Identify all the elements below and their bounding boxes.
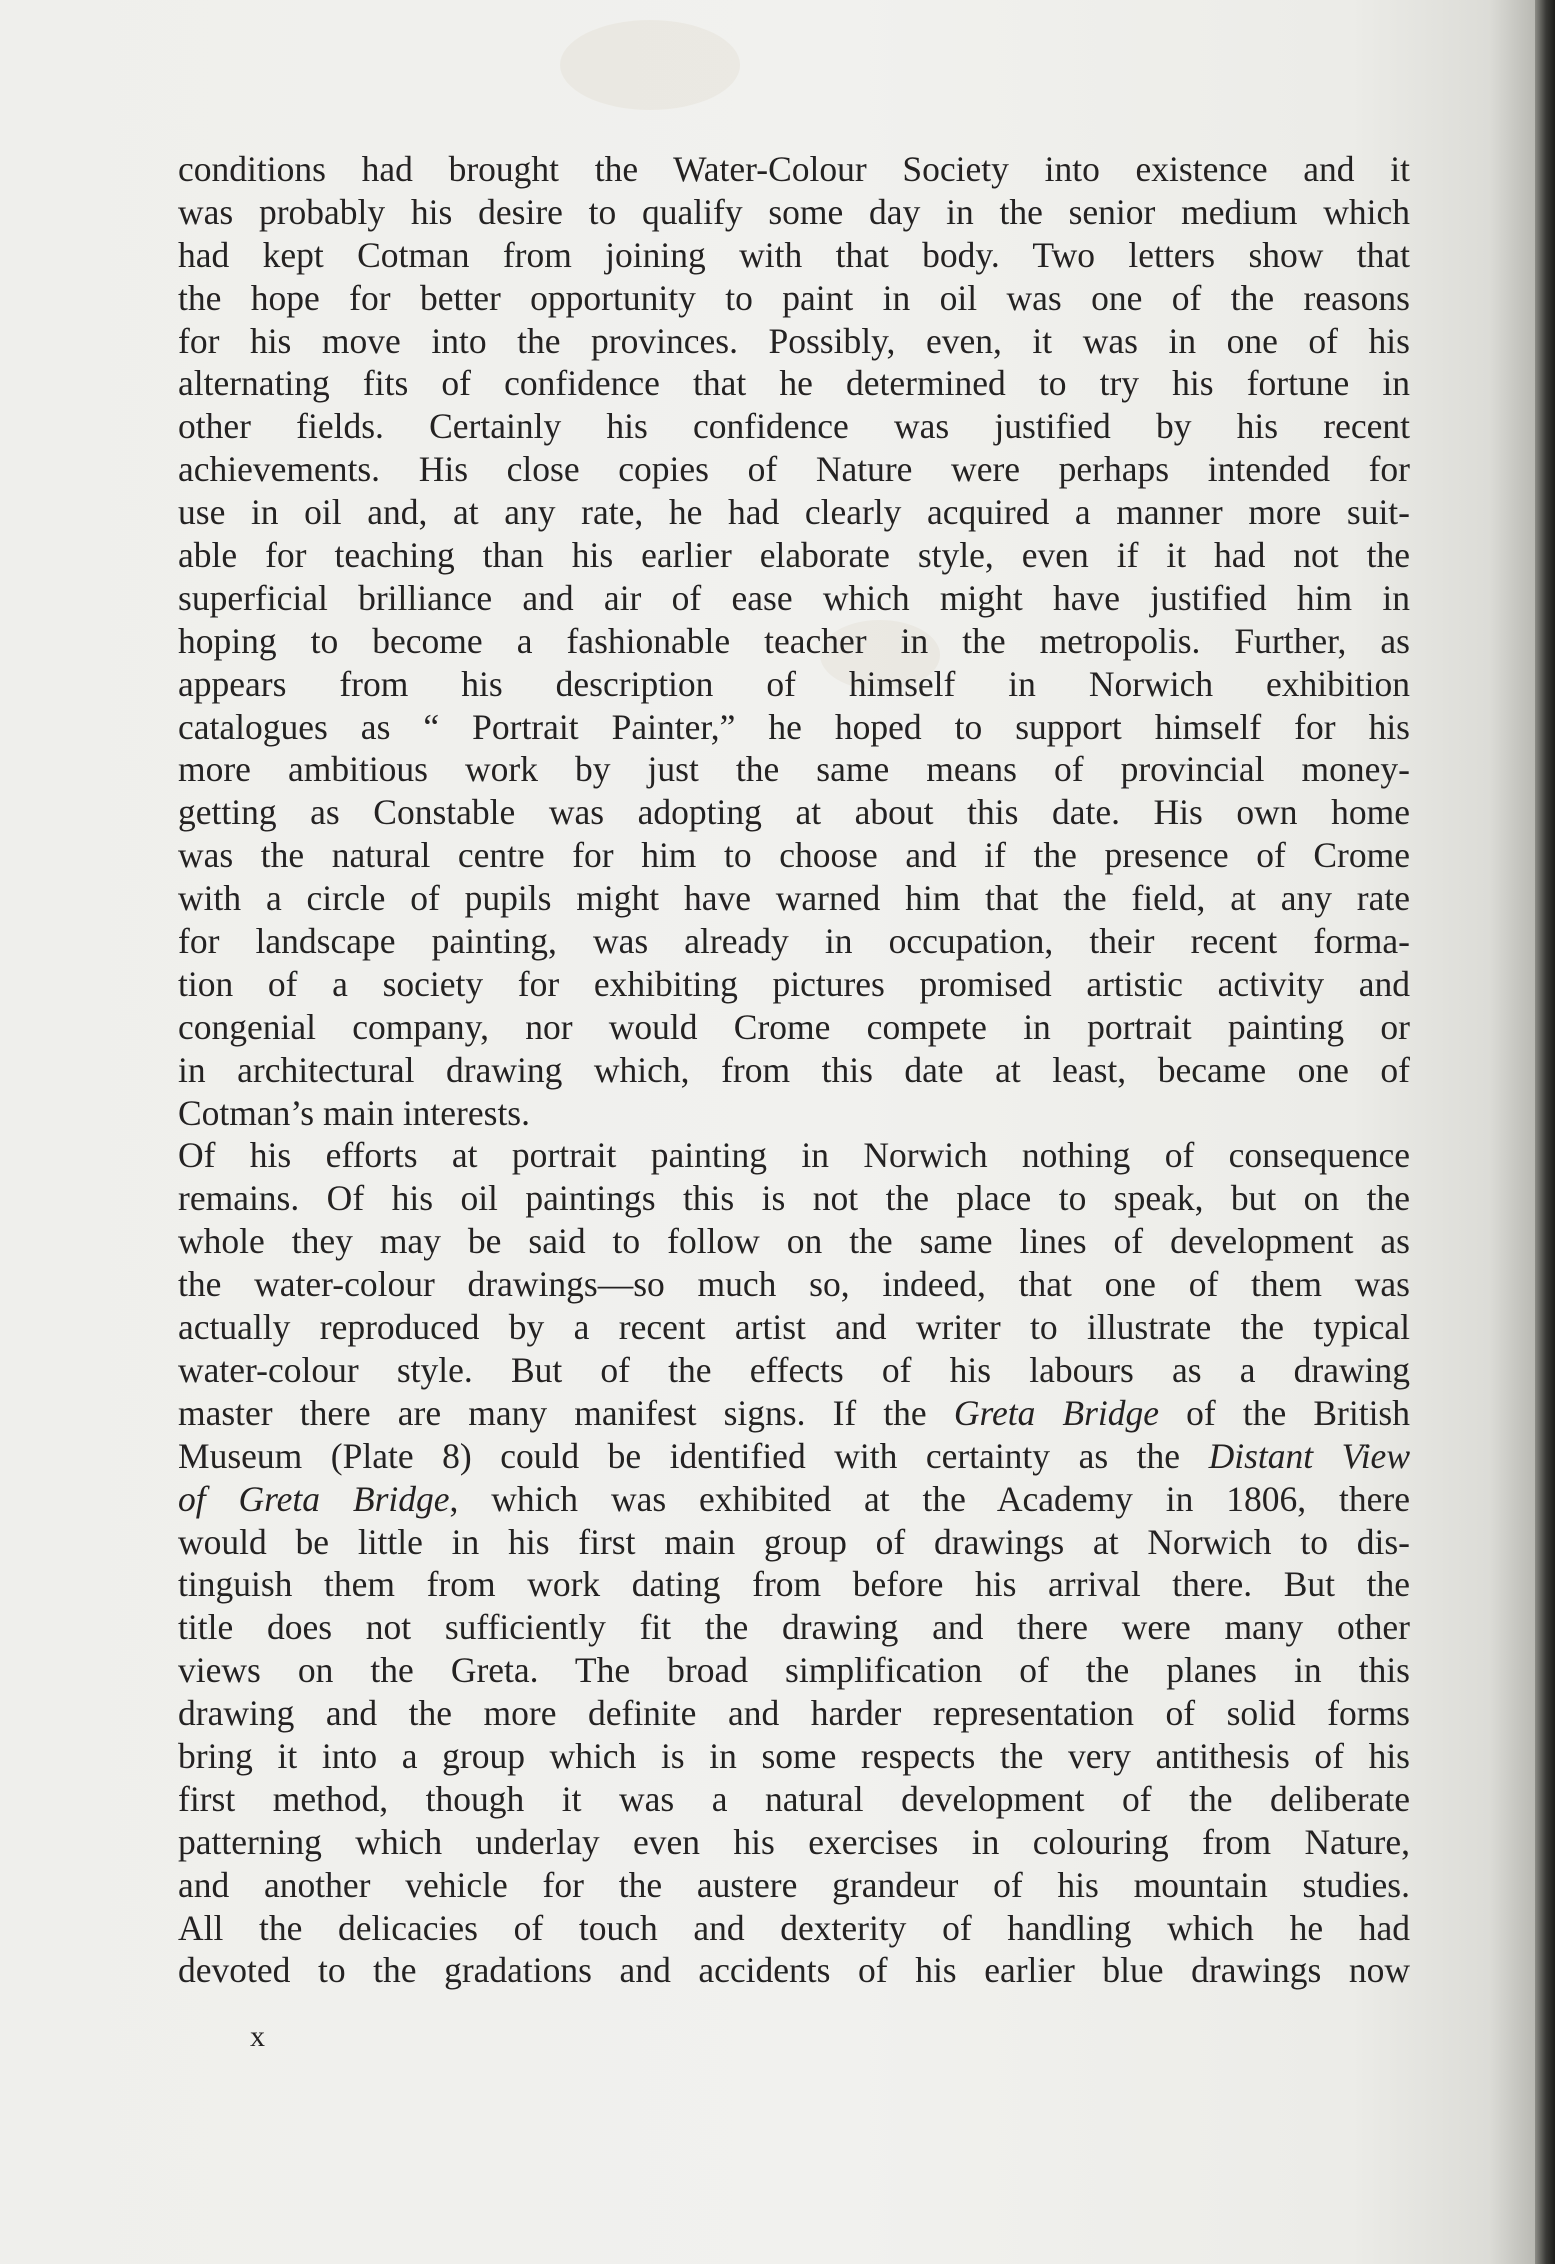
page-number: x	[250, 2020, 265, 2053]
text-line: drawing and the more definite and harder representation of solid forms	[178, 1693, 1410, 1734]
text-line: catalogues as “ Portrait Painter,” he hoped to support himself for his	[178, 706, 1410, 747]
text-line: superficial brilliance and air of ease which might have justified him in	[178, 577, 1410, 618]
text-line: tion of a society for exhibiting pictures promised artistic activity and	[178, 963, 1410, 1004]
text-line: use in oil and, at any rate, he had clearly acquired a manner more suit-	[178, 492, 1410, 533]
text-line: Cotman’s main interests.	[178, 1092, 531, 1133]
text-line: was the natural centre for him to choose and if the presence of Crome	[178, 835, 1410, 876]
text-line: congenial company, nor would Crome compete in portrait painting or	[178, 1006, 1410, 1047]
text-line: appears from his description of himself in Norwich exhibition	[178, 663, 1410, 704]
paper-stain	[560, 20, 740, 110]
text-line: would be little in his first main group of drawings at Norwich to dis-	[178, 1521, 1410, 1562]
text-line	[178, 1392, 1410, 1435]
title-of-greta-bridge: of Greta Bridge	[178, 1478, 450, 1519]
text-line	[178, 1478, 1410, 1521]
text-line: getting as Constable was adopting at about this date. His own home	[178, 792, 1410, 833]
text-line: actually reproduced by a recent artist and writer to illustrate the typical	[178, 1307, 1410, 1348]
text-line: whole they may be said to follow on the same lines of development as	[178, 1221, 1410, 1262]
text-line: views on the Greta. The broad simplification of the planes in this	[178, 1650, 1410, 1691]
text-line: had kept Cotman from joining with that body. Two letters show that	[178, 234, 1410, 275]
text-line: other fields. Certainly his confidence was justified by his recent	[178, 406, 1410, 447]
text-line: able for teaching than his earlier elaborate style, even if it had not the	[178, 535, 1410, 576]
text-line: for his move into the provinces. Possibly, even, it was in one of his	[178, 320, 1410, 361]
title-distant-view: Distant View	[1208, 1435, 1410, 1476]
body-text	[178, 148, 1410, 1992]
text-line: patterning which underlay even his exercises in colouring from Nature,	[178, 1821, 1410, 1862]
text-line: more ambitious work by just the same means of provincial money-	[178, 749, 1410, 790]
text-line: bring it into a group which is in some respects the very antithesis of his	[178, 1735, 1410, 1776]
text-line: hoping to become a fashionable teacher in the metropolis. Further, as	[178, 620, 1410, 661]
text-line: achievements. His close copies of Nature were perhaps intended for	[178, 449, 1410, 490]
text-segment: , which was exhibited at the Academy in 1806, there	[449, 1478, 1410, 1519]
text-line: devoted to the gradations and accidents of his earlier blue drawings now	[178, 1950, 1410, 1991]
text-line: for landscape painting, was already in occupation, their recent forma-	[178, 921, 1410, 962]
text-line: remains. Of his oil paintings this is not the place to speak, but on the	[178, 1178, 1410, 1219]
text-line: the water-colour drawings—so much so, indeed, that one of them was	[178, 1264, 1410, 1305]
text-line: alternating fits of confidence that he determined to try his fortune in	[178, 363, 1410, 404]
book-spine-edge	[1535, 0, 1555, 2264]
text-line: tinguish them from work dating from before his arrival there. But the	[178, 1564, 1410, 1605]
text-line: in architectural drawing which, from this date at least, became one of	[178, 1049, 1410, 1090]
text-line: Of his efforts at portrait painting in Norwich nothing of consequence	[178, 1135, 1410, 1176]
text-line: first method, though it was a natural development of the deliberate	[178, 1778, 1410, 1819]
text-segment: master there are many manifest signs. If the	[178, 1392, 954, 1433]
text-line: water-colour style. But of the effects of his labours as a drawing	[178, 1349, 1410, 1390]
text-line: title does not sufficiently fit the drawing and there were many other	[178, 1607, 1410, 1648]
text-line: the hope for better opportunity to paint in oil was one of the reasons	[178, 277, 1410, 318]
text-segment: of the British	[1159, 1392, 1410, 1433]
text-line	[178, 1435, 1410, 1478]
title-greta-bridge: Greta Bridge	[953, 1392, 1160, 1433]
text-line: and another vehicle for the austere grandeur of his mountain studies.	[178, 1864, 1410, 1905]
text-segment: Museum (Plate 8) could be identified with certainty as the	[178, 1435, 1209, 1476]
text-line: was probably his desire to qualify some day in the senior medium which	[178, 191, 1410, 232]
text-line: All the delicacies of touch and dexterity of handling which he had	[178, 1907, 1410, 1948]
text-line: with a circle of pupils might have warned him that the field, at any rate	[178, 878, 1410, 919]
text-line: conditions had brought the Water-Colour Society into existence and it	[178, 149, 1410, 189]
